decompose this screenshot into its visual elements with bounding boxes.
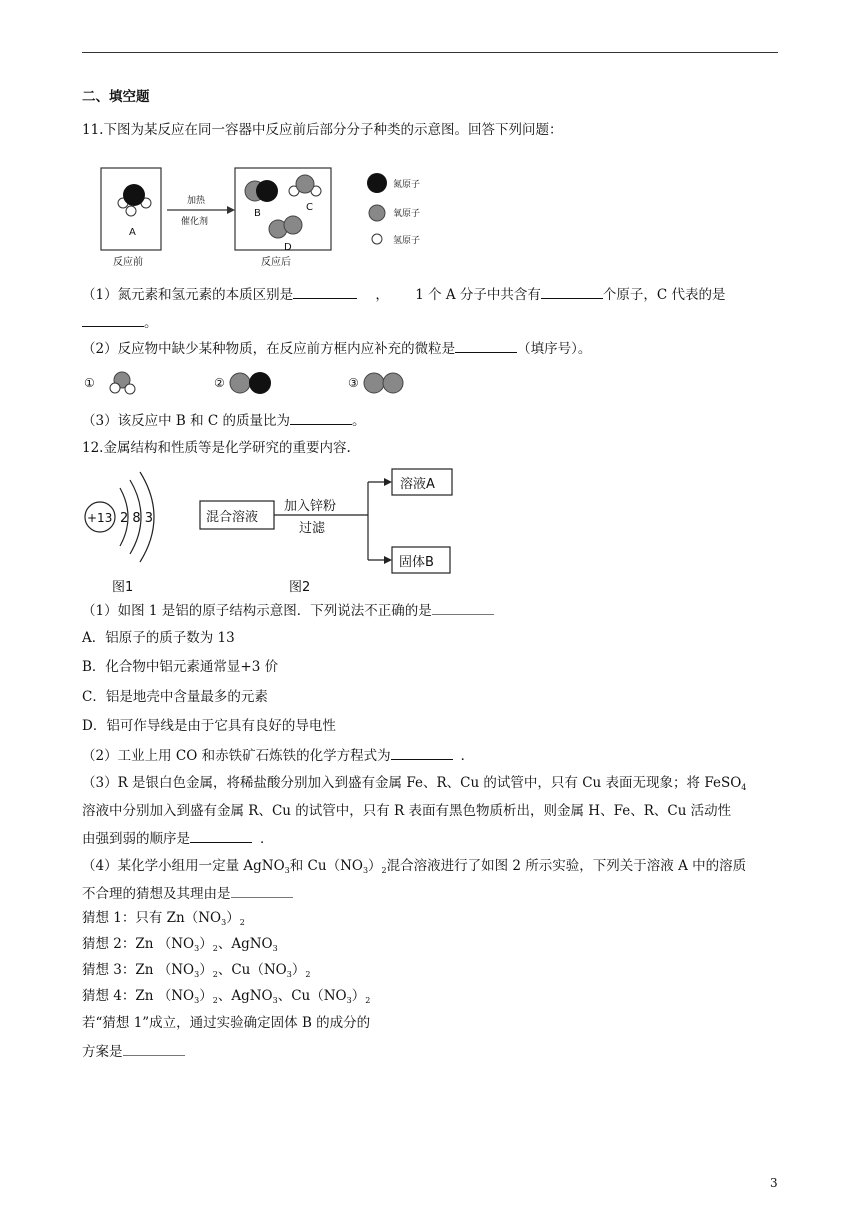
q12-final-line1: 若“猜想 1”成立，通过实验确定固体 B 的成分的 bbox=[82, 1015, 371, 1031]
nitrogen-atom bbox=[256, 180, 278, 202]
nitrogen-atom bbox=[123, 184, 145, 206]
q12-part3-line3: 由强到弱的顺序是 ． bbox=[82, 831, 274, 847]
mixed-solution-label: 混合溶液 bbox=[206, 510, 259, 525]
label-b: B bbox=[254, 208, 261, 219]
answer-blank bbox=[123, 1042, 185, 1056]
guess-1: 猜想 1：只有 $Zn(NO_3)_2$ bbox=[82, 910, 245, 927]
answer-blank bbox=[541, 285, 603, 299]
answer-blank bbox=[190, 829, 252, 843]
oxygen-atom bbox=[284, 216, 302, 234]
q12-final-line2: 方案是 bbox=[82, 1042, 185, 1061]
answer-blank bbox=[231, 884, 293, 898]
choice-c: C．铝是地壳中含量最多的元素 bbox=[82, 689, 268, 705]
q11-part1-line2: 。 bbox=[82, 313, 158, 332]
electron-shells: 2 8 3 bbox=[120, 511, 154, 526]
choice-a: A．铝原子的质子数为 13 bbox=[82, 630, 235, 646]
filter-label: 过滤 bbox=[299, 521, 326, 536]
label-d: D bbox=[284, 242, 292, 253]
guess-3: 猜想 3：Zn $(NO_3)_2$、$Cu(NO_3)_2$ bbox=[82, 962, 311, 979]
q12-part3-line2: 溶液中分别加入到盛有金属 R、Cu 的试管中，只有 R 表面有黑色物质析出，则金属 H、Fe、R、Cu 活动性 bbox=[82, 803, 732, 819]
answer-blank bbox=[290, 411, 352, 425]
oxygen-atom bbox=[296, 175, 314, 193]
legend-hydrogen: 氢原子 bbox=[393, 236, 421, 246]
label-c: C bbox=[306, 202, 313, 213]
q12-part4-line1: （4）某化学小组用一定量 AgNO$_3$和 $Cu(NO_3)_2$混合溶液进行了如图 2 所示实验，下列关于溶液 A 中的溶质 bbox=[82, 858, 747, 875]
q11-options bbox=[84, 368, 424, 398]
answer-blank bbox=[293, 285, 357, 299]
fig2-caption: 图2 bbox=[289, 580, 311, 595]
after-box bbox=[235, 168, 331, 250]
option-2-label: ② bbox=[214, 376, 225, 390]
caption-after: 反应后 bbox=[261, 257, 291, 268]
q11-part3: （3）该反应中 B 和 C 的质量比为 。 bbox=[82, 413, 366, 429]
arrow-bottom-label: 催化剂 bbox=[181, 217, 209, 227]
choice-d: D．铝可作导线是由于它具有良好的导电性 bbox=[82, 718, 336, 734]
arrow-head bbox=[227, 206, 235, 214]
header-rule bbox=[82, 52, 778, 53]
caption-before: 反应前 bbox=[113, 257, 143, 268]
choice-b: B．化合物中铝元素通常显+3 价 bbox=[82, 659, 279, 675]
q12-part2: （2）工业上用 CO 和赤铁矿石炼铁的化学方程式为 ． bbox=[82, 748, 475, 764]
q12-figures bbox=[80, 466, 480, 596]
q12-part4-line2: 不合理的猜想及其理由是 bbox=[82, 884, 293, 903]
answer-blank bbox=[455, 339, 517, 353]
solution-a-label: 溶液A bbox=[400, 477, 435, 492]
arrow-top-label: 加热 bbox=[187, 196, 206, 206]
q11-part1-line1: （1）氮元素和氢元素的本质区别是 ， 1 个 A 分子中共含有 个原子，C 代表的是 bbox=[82, 287, 726, 303]
legend-nitrogen: 氮原子 bbox=[393, 180, 421, 190]
add-zinc-label: 加入锌粉 bbox=[284, 499, 337, 514]
q11-stem: 11.下图为某反应在同一容器中反应前后部分分子种类的示意图。回答下列问题： bbox=[82, 122, 563, 138]
guess-4: 猜想 4：Zn $(NO_3)_2$、AgNO$_3$、$Cu(NO_3)_2$ bbox=[82, 988, 371, 1005]
fig1-caption: 图1 bbox=[112, 580, 134, 595]
legend-hydrogen-swatch bbox=[372, 234, 382, 244]
option-3-label: ③ bbox=[348, 376, 359, 390]
option-1-label: ① bbox=[84, 376, 95, 390]
legend-oxygen-swatch bbox=[369, 205, 385, 221]
answer-blank bbox=[432, 601, 494, 615]
nucleus-charge: +13 bbox=[87, 511, 113, 525]
label-a: A bbox=[129, 227, 136, 238]
q12-part1: （1）如图 1 是铝的原子结构示意图．下列说法不正确的是 bbox=[82, 601, 494, 620]
q11-reaction-figure bbox=[95, 163, 455, 271]
q12-stem: 12.金属结构和性质等是化学研究的重要内容. bbox=[82, 440, 351, 456]
page-number: 3 bbox=[770, 1176, 778, 1190]
q12-part3-line1: （3）R 是银白色金属，将稀盐酸分别加入到盛有金属 Fe、R、Cu 的试管中，只有 Cu 表面无现象；将 FeSO$_4$ bbox=[82, 775, 747, 792]
legend-oxygen: 氧原子 bbox=[393, 209, 421, 219]
answer-blank bbox=[82, 313, 144, 327]
q11-part2: （2）反应物中缺少某种物质，在反应前方框内应补充的微粒是 （填序号）。 bbox=[82, 341, 592, 357]
hydrogen-atom bbox=[126, 206, 136, 216]
section-title: 二、填空题 bbox=[82, 89, 150, 105]
guess-2: 猜想 2：Zn $(NO_3)_2$、AgNO$_3$ bbox=[82, 936, 278, 953]
legend-nitrogen-swatch bbox=[367, 173, 387, 193]
solid-b-label: 固体B bbox=[399, 555, 434, 570]
answer-blank bbox=[391, 746, 453, 760]
